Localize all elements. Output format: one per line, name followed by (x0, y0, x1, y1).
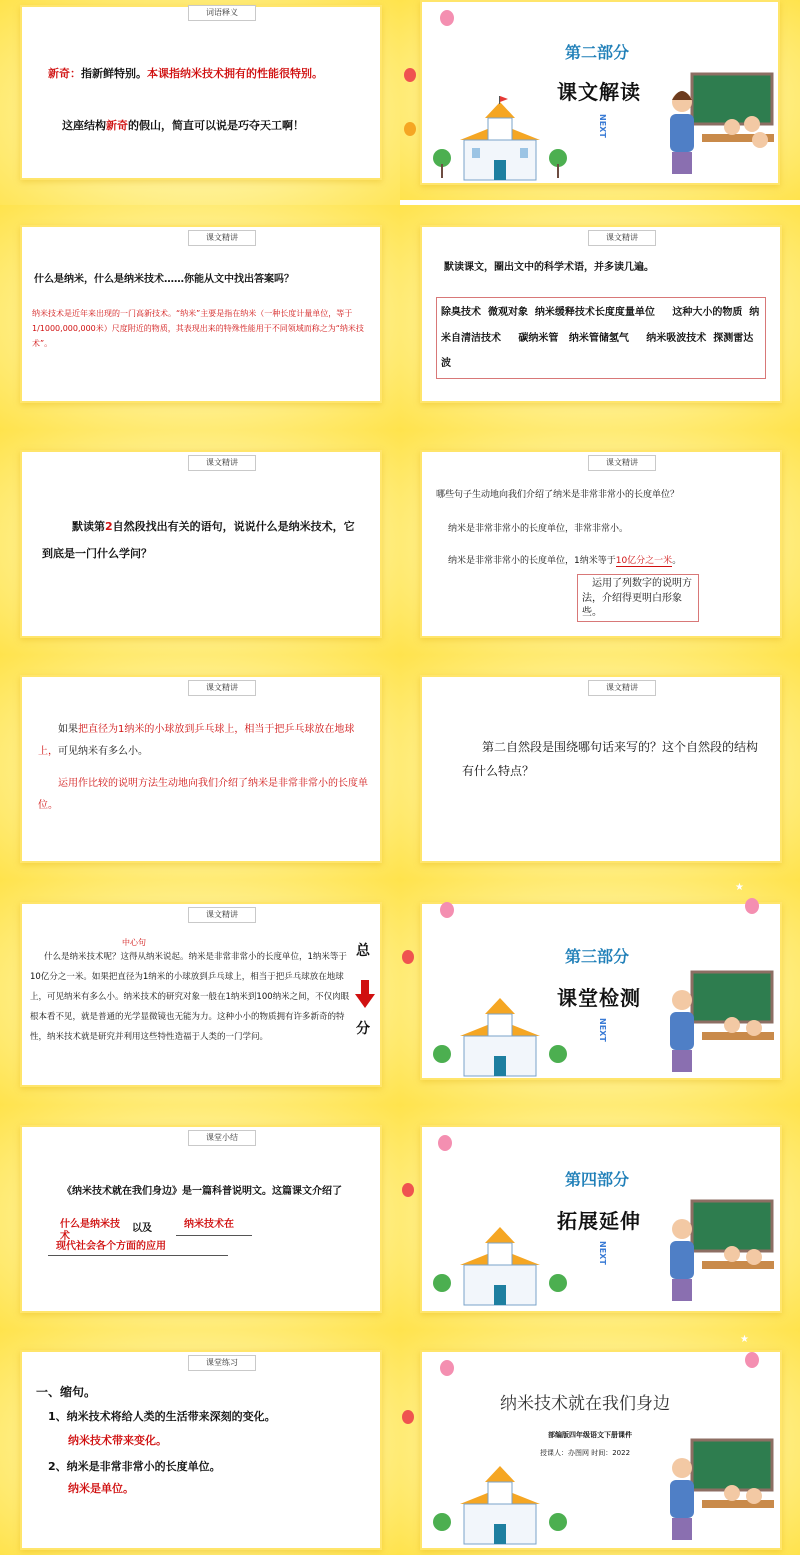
balloon-icon (438, 1135, 452, 1151)
content-card (420, 0, 780, 185)
total-label: 总 (356, 943, 370, 959)
definition-line (48, 65, 323, 84)
slide-paragraph-analysis (0, 880, 400, 1105)
cover-info: 授课人：办图网 时间：2022 (540, 1449, 631, 1457)
slide-what-is-nano (0, 205, 400, 430)
slide-exercise (0, 1330, 400, 1555)
prompt-pre: 默读第 (72, 520, 105, 533)
question-two: 2、纳米是非常非常小的长度单位。 (48, 1460, 221, 1473)
note-box (577, 574, 699, 622)
slide-cover (400, 1330, 800, 1555)
slide-read-paragraph (0, 430, 400, 655)
summary-connector: 以及 (132, 1223, 152, 1234)
slide-word-meaning (0, 0, 400, 225)
school-building-icon (430, 1221, 570, 1309)
school-building-icon (430, 96, 570, 184)
school-building-icon (430, 992, 570, 1080)
sentence-two-pre: 纳米是非常非常小的长度单位，1纳米等于 (448, 556, 616, 566)
content-card (20, 225, 382, 403)
answer-two: 纳米是单位。 (68, 1482, 134, 1495)
section-number: 第二部分 (565, 43, 630, 62)
sentence-one: 纳米是非常非常小的长度单位，非常非常小。 (448, 524, 629, 534)
teacher-students-icon (662, 72, 777, 182)
example-red: 新奇 (106, 119, 128, 132)
slide-tag: 课堂练习 (188, 1355, 256, 1371)
slide-tag: 课文精讲 (188, 680, 256, 696)
comparison-text (38, 719, 368, 763)
next-label: NEXT (598, 1018, 607, 1042)
balloon-icon (404, 68, 416, 82)
example-sentence (62, 117, 304, 136)
answer-text: 纳米技术是近年来出现的一门高新技术。“纳米”主要是指在纳米（一种长度计量单位，等于1/1000,000,000米）尺度附近的物质，其表现出来的特殊性能用于不同领域而称之为“纳米技术”。 (32, 309, 364, 348)
balloon-icon (402, 1183, 414, 1197)
cover-subtitle: 部编版四年级语文下册课件 (548, 1431, 632, 1439)
blank-answer-one: 什么是纳米技 (60, 1219, 120, 1230)
teacher-students-icon (662, 1199, 777, 1309)
slide-comparison (0, 655, 400, 880)
def-red: 本课指纳米技术拥有的性能很特别。 (147, 67, 323, 80)
prompt-post: 自然段找出有关的语句，说说什么是纳米技术，它到底是一门什么学问？ (42, 520, 355, 560)
blank-answer-one-b: 术 (60, 1231, 70, 1242)
teacher-students-icon (662, 1438, 777, 1548)
slide-tag: 课堂小结 (188, 1130, 256, 1146)
balloon-icon (440, 902, 454, 918)
slide-tag: 课文精讲 (188, 455, 256, 471)
slide-section-four (400, 1105, 800, 1330)
center-sentence-label: 中心句 (122, 938, 146, 947)
balloon-icon (745, 898, 759, 914)
school-building-icon (430, 1460, 570, 1548)
instruction-text: 默读课文，圈出文中的科学术语，并多读几遍。 (444, 262, 654, 273)
section-title: 课文解读 (557, 80, 641, 104)
terms-text: 除臭技术 微观对象 纳米缓释技术长度度量单位 这种大小的物质 纳米自清洁技术 碳纳米管 纳米管储氢气 纳米吸波技术 探测雷达波 (441, 307, 760, 369)
balloon-icon (440, 10, 454, 26)
slide-summary (0, 1105, 400, 1330)
slide-structure (400, 655, 800, 880)
content-card (20, 5, 382, 180)
balloon-icon (404, 122, 416, 136)
slide-tag: 课文精讲 (588, 680, 656, 696)
section-number: 第三部分 (565, 947, 630, 966)
content-card (420, 675, 782, 863)
sentence-two-post: 。 (672, 556, 682, 566)
terms-box (436, 297, 766, 379)
blank-answer-two: 纳米技术在 (184, 1219, 234, 1230)
balloon-icon (745, 1352, 759, 1368)
star-icon: ★ (740, 1334, 749, 1345)
teacher-students-icon (662, 970, 777, 1080)
cover-title: 纳米技术就在我们身边 (500, 1394, 670, 1414)
slide-section-two (400, 0, 800, 200)
next-label: NEXT (598, 114, 607, 138)
blank-line (48, 1255, 228, 1256)
balloon-icon (402, 950, 414, 964)
content-card (420, 1125, 782, 1313)
content-card (20, 1350, 382, 1550)
summary-text: 《纳米技术就在我们身边》是一篇科普说明文。这篇课文介绍了 (62, 1186, 342, 1197)
comparison-red: 把直径为1纳米的小球放到乒乓球上，相当于把乒乓球放在地球上， (38, 724, 355, 757)
def-text: 指新鲜特别。 (81, 67, 147, 80)
example-pre: 这座结构 (62, 119, 106, 132)
def-term: 新奇： (48, 67, 81, 80)
example-post: 的假山，简直可以说是巧夺天工啊！ (128, 119, 304, 132)
method-text: 运用作比较的说明方法生动地向我们介绍了纳米是非常非常小的长度单位。 (38, 778, 368, 811)
balloon-icon (440, 1360, 454, 1376)
answer-one: 纳米技术带来变化。 (68, 1434, 167, 1447)
blank-answer-three: 现代社会各个方面的应用 (56, 1241, 166, 1252)
slide-tag: 课文精讲 (188, 907, 256, 923)
paragraph-text: 什么是纳米技术呢？这得从纳米说起。纳米是非常非常小的长度单位，1纳米等于10亿分之一米。如果把直径为1纳米的小球放到乒乓球上，相当于把乒乓球放在地球上，可见纳米有多么小。纳米技术的研究对象一般在1纳米到100纳米之间，不仅肉眼根本看不见，就是普通的光学显微镜也无能为力。这种小小的物质拥有许多新奇的特性，纳米技术就是研究并利用这些特性造福于人类的一门学问。 (30, 952, 350, 1042)
slide-tag: 词语释义 (188, 5, 256, 21)
content-card (420, 1350, 782, 1550)
star-icon: ★ (735, 882, 744, 893)
down-arrow-icon (355, 980, 375, 1010)
content-card (20, 1125, 382, 1313)
section-number: 第四部分 (565, 1170, 630, 1189)
content-card (20, 902, 382, 1087)
question-text: 什么是纳米，什么是纳米技术……你能从文中找出答案吗？ (34, 274, 294, 285)
slide-tag: 课文精讲 (588, 455, 656, 471)
balloon-icon (402, 1410, 414, 1424)
slide-tag: 课文精讲 (188, 230, 256, 246)
blank-line (176, 1235, 252, 1236)
prompt-num: 2 (105, 520, 113, 533)
section-title: 拓展延伸 (557, 1209, 641, 1233)
note-text: 运用了列数字的说明方法，介绍得更明白形象些。 (582, 578, 692, 618)
slide-section-three (400, 880, 800, 1105)
slide-sentences (400, 430, 800, 655)
parts-label: 分 (356, 1021, 370, 1037)
exercise-heading: 一、缩句。 (36, 1385, 97, 1399)
question-one: 1、纳米技术将给人类的生活带来深刻的变化。 (48, 1410, 276, 1423)
next-label: NEXT (598, 1241, 607, 1265)
question-text: 哪些句子生动地向我们介绍了纳米是非常非常小的长度单位？ (436, 490, 680, 500)
content-card (20, 675, 382, 863)
question-text: 第二自然段是围绕哪句话来写的？这个自然段的结构有什么特点？ (462, 740, 759, 778)
slide-science-terms (400, 205, 800, 430)
content-card (420, 902, 782, 1080)
comparison-post: 可见纳米有多么小。 (58, 746, 148, 757)
slide-tag: 课文精讲 (588, 230, 656, 246)
prompt-text (42, 514, 362, 568)
content-card (420, 450, 782, 638)
content-card (20, 450, 382, 638)
comparison-pre: 如果 (58, 724, 78, 735)
sentence-two (448, 554, 681, 569)
section-title: 课堂检测 (557, 986, 641, 1010)
content-card (420, 225, 782, 403)
sentence-two-red: 10亿分之一米 (615, 556, 673, 566)
